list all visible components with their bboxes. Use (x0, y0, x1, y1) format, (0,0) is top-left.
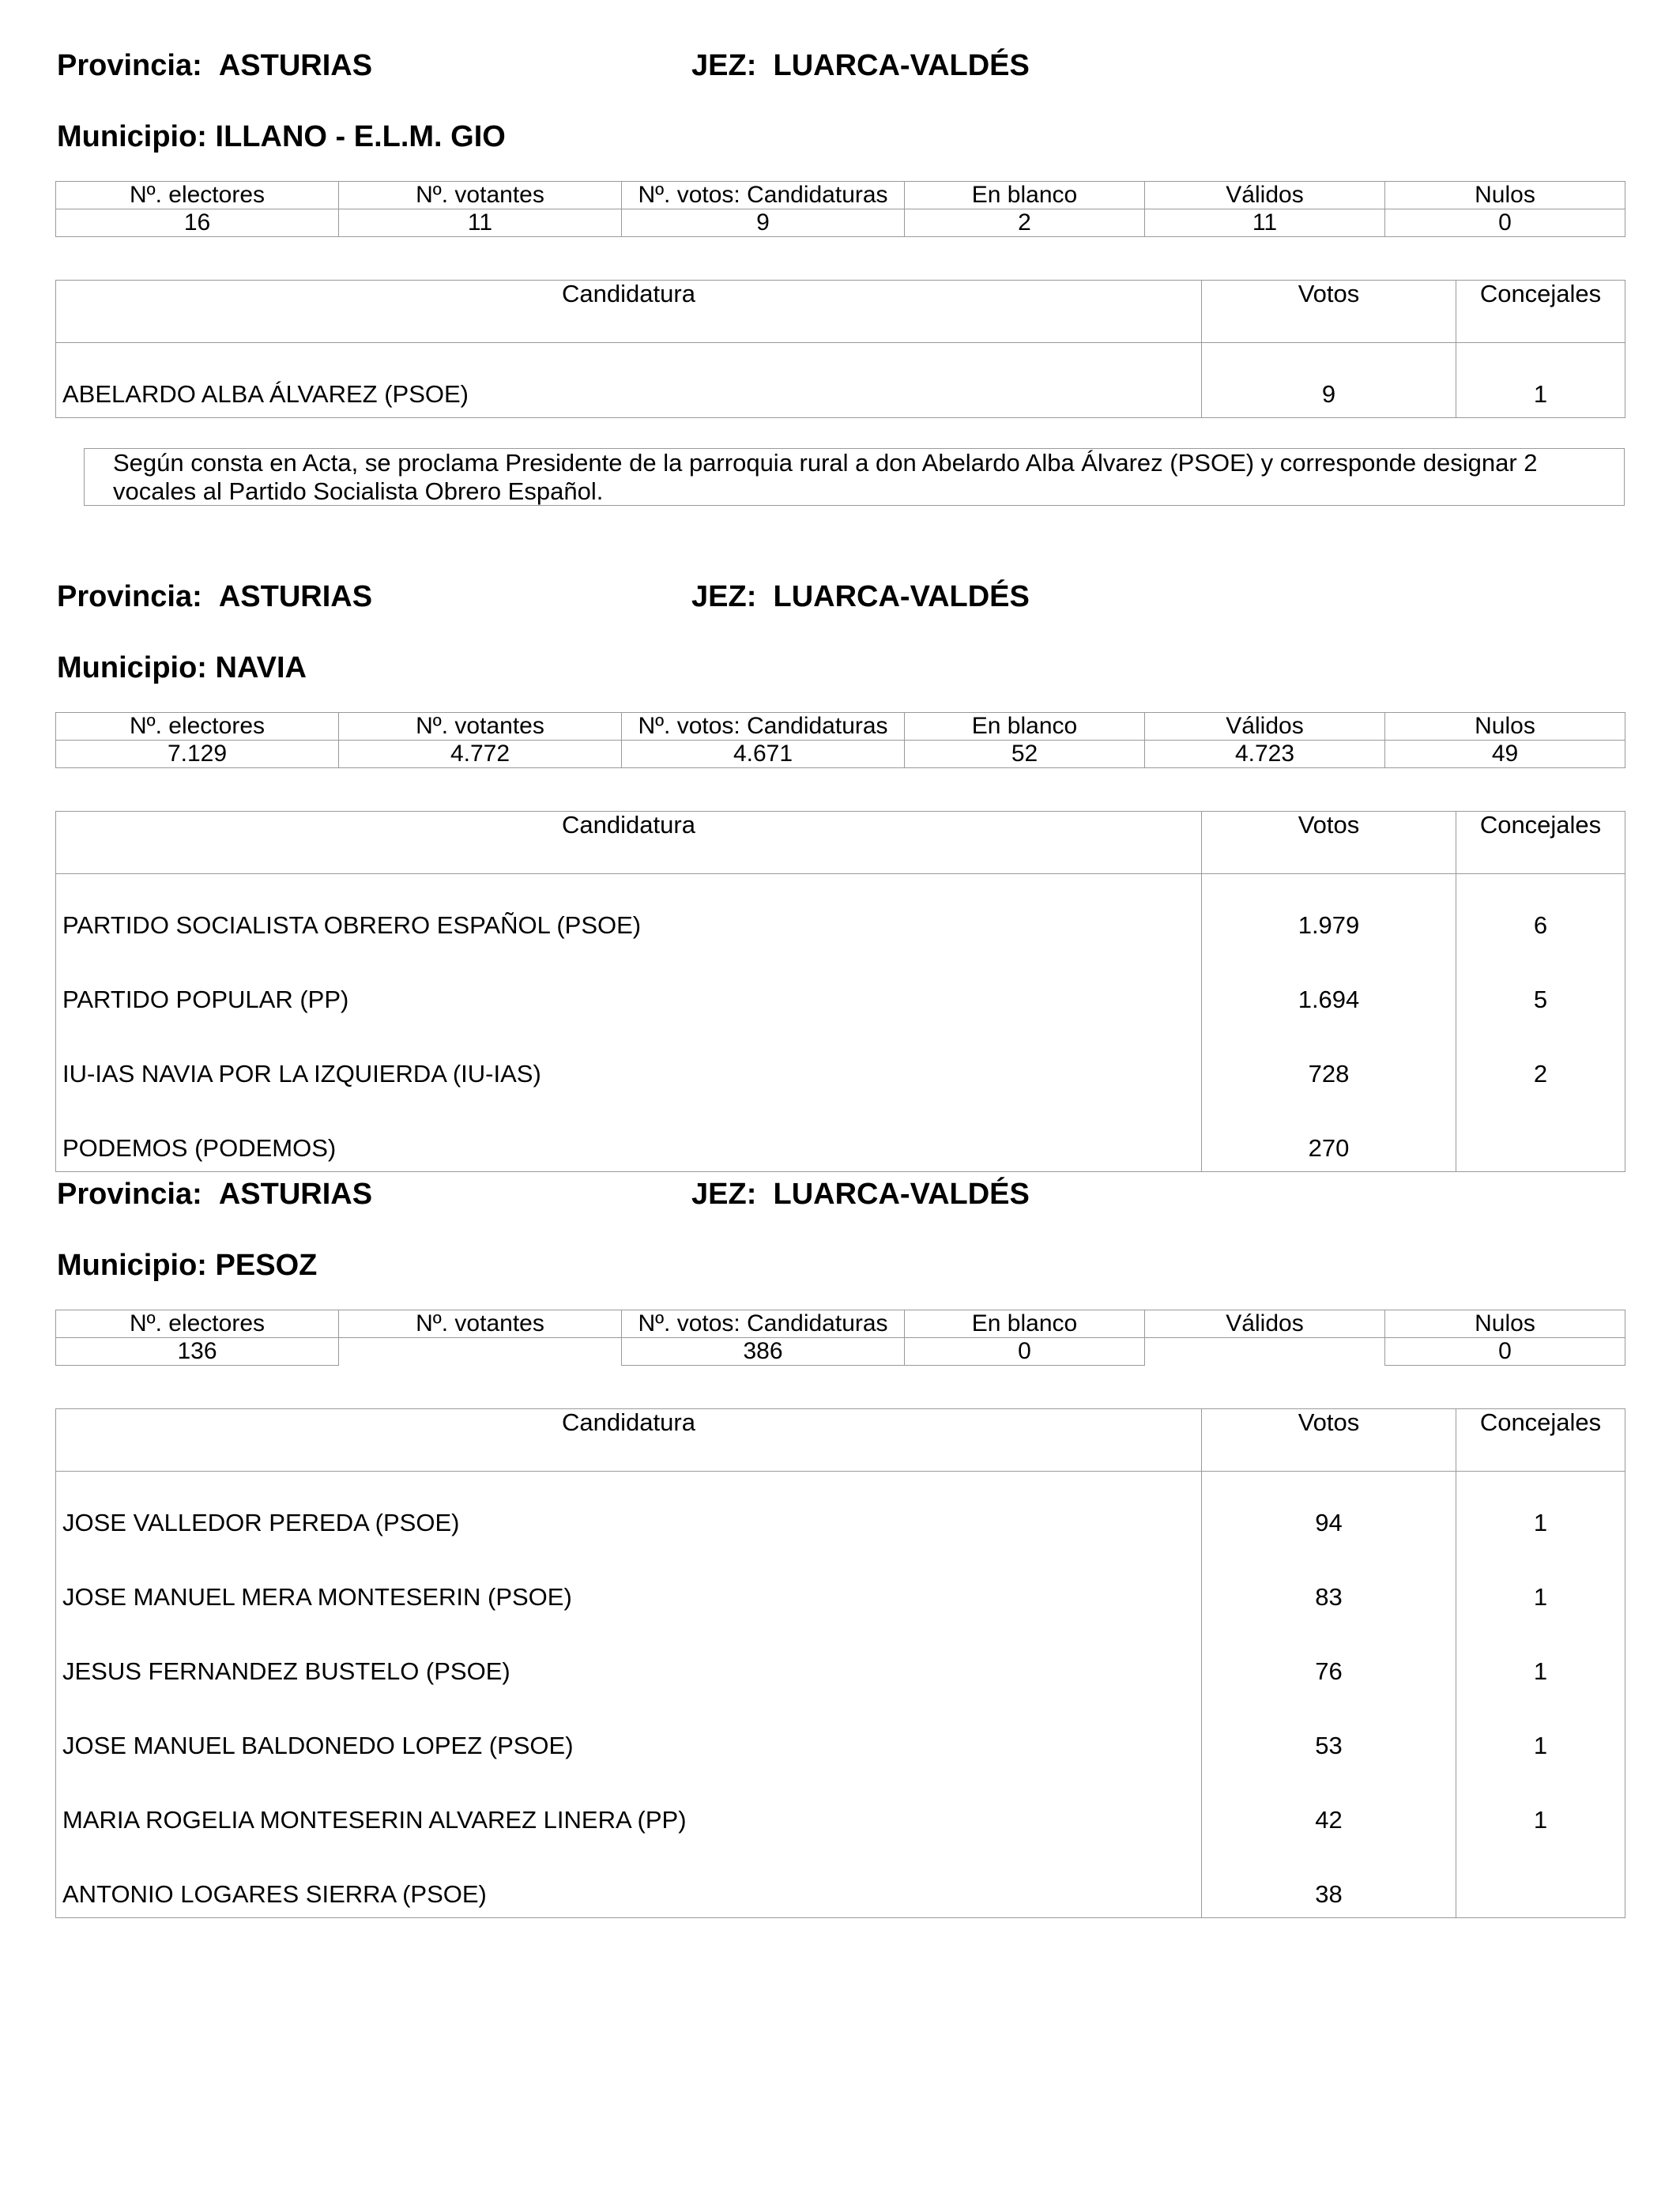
col-votos-candidaturas-header: Nº. votos: Candidaturas (622, 182, 905, 209)
candidate-concejales: 1 (1456, 1472, 1625, 1547)
electores-value: 136 (56, 1338, 339, 1366)
jez-heading (691, 1178, 1030, 1212)
jez-value: LUARCA-VALDÉS (773, 580, 1030, 613)
candidate-concejales (1456, 1843, 1625, 1918)
jez-heading (691, 580, 1030, 614)
provincia-label: Provincia: (57, 49, 202, 82)
col-votantes-header: Nº. votantes (339, 1310, 622, 1338)
en-blanco-value: 0 (905, 1338, 1145, 1366)
provincia-heading (57, 1178, 372, 1212)
candidate-votos: 270 (1202, 1097, 1456, 1172)
candidate-concejales: 1 (1456, 1546, 1625, 1620)
jez-label: JEZ: (691, 1178, 757, 1211)
candidate-name: ABELARDO ALBA ÁLVAREZ (PSOE) (56, 343, 1202, 418)
nulos-value: 0 (1385, 209, 1625, 237)
votos-candidaturas-value: 9 (622, 209, 905, 237)
jez-heading (691, 49, 1030, 83)
candidate-votos: 1.694 (1202, 948, 1456, 1023)
provincia-value: ASTURIAS (218, 1178, 373, 1211)
municipio-heading (57, 651, 307, 685)
col-validos-header: Válidos (1145, 182, 1385, 209)
candidate-votos: 42 (1202, 1769, 1456, 1843)
electores-value: 7.129 (56, 741, 339, 768)
summary-table (55, 181, 1625, 237)
candidate-name: JOSE VALLEDOR PEREDA (PSOE) (56, 1472, 1202, 1547)
candidate-votos: 83 (1202, 1546, 1456, 1620)
candidate-concejales: 1 (1456, 1769, 1625, 1843)
jez-label: JEZ: (691, 580, 757, 613)
provincia-label: Provincia: (57, 580, 202, 613)
municipio-value: PESOZ (215, 1249, 318, 1282)
jez-value: LUARCA-VALDÉS (773, 1178, 1030, 1211)
municipio-value: NAVIA (215, 651, 307, 684)
candidate-votos: 53 (1202, 1695, 1456, 1769)
col-votos-candidaturas-header: Nº. votos: Candidaturas (622, 1310, 905, 1338)
proclamation-note: Según consta en Acta, se proclama Presidente de la parroquia rural a don Abelardo Alba Álvarez (PSOE) y corresponde designar 2 vocales al Partido Socialista Obrero Español. (84, 448, 1625, 506)
candidate-name: JOSE MANUEL BALDONEDO LOPEZ (PSOE) (56, 1695, 1202, 1769)
jez-label: JEZ: (691, 49, 757, 82)
municipio-heading (57, 1249, 317, 1283)
nulos-value: 49 (1385, 741, 1625, 768)
validos-value: 4.723 (1145, 741, 1385, 768)
candidate-name: PARTIDO POPULAR (PP) (56, 948, 1202, 1023)
candidate-name: IU-IAS NAVIA POR LA IZQUIERDA (IU-IAS) (56, 1023, 1202, 1097)
candidate-row (56, 948, 1625, 1023)
candidate-concejales: 6 (1456, 874, 1625, 949)
candidate-row (56, 1023, 1625, 1097)
candidate-concejales: 1 (1456, 1620, 1625, 1695)
col-nulos-header: Nulos (1385, 182, 1625, 209)
col-nulos-header: Nulos (1385, 1310, 1625, 1338)
provincia-value: ASTURIAS (218, 49, 373, 82)
candidate-concejales: 5 (1456, 948, 1625, 1023)
col-candidatura-header: Candidatura (56, 281, 1202, 343)
candidate-row (56, 1097, 1625, 1172)
municipio-label: Municipio: (57, 651, 207, 684)
col-votantes-header: Nº. votantes (339, 713, 622, 741)
candidate-row (56, 1472, 1625, 1547)
col-votos-candidaturas-header: Nº. votos: Candidaturas (622, 713, 905, 741)
candidate-row (56, 1843, 1625, 1918)
candidate-row (56, 1620, 1625, 1695)
candidate-row (56, 343, 1625, 418)
en-blanco-value: 2 (905, 209, 1145, 237)
col-en-blanco-header: En blanco (905, 182, 1145, 209)
municipio-heading (57, 120, 506, 154)
candidate-votos: 76 (1202, 1620, 1456, 1695)
col-votos-header: Votos (1202, 281, 1456, 343)
validos-value: 11 (1145, 209, 1385, 237)
col-candidatura-header: Candidatura (56, 1409, 1202, 1472)
candidate-concejales (1456, 1097, 1625, 1172)
candidates-table (55, 280, 1625, 418)
col-candidatura-header: Candidatura (56, 812, 1202, 874)
candidate-votos: 9 (1202, 343, 1456, 418)
candidate-row (56, 1695, 1625, 1769)
col-concejales-header: Concejales (1456, 281, 1625, 343)
summary-table (55, 712, 1625, 768)
en-blanco-value: 52 (905, 741, 1145, 768)
col-electores-header: Nº. electores (56, 182, 339, 209)
candidate-name: ANTONIO LOGARES SIERRA (PSOE) (56, 1843, 1202, 1918)
candidate-name: PARTIDO SOCIALISTA OBRERO ESPAÑOL (PSOE) (56, 874, 1202, 949)
votantes-value (339, 1338, 622, 1366)
candidates-table (55, 1408, 1625, 1918)
candidate-votos: 728 (1202, 1023, 1456, 1097)
col-votos-header: Votos (1202, 812, 1456, 874)
provincia-label: Provincia: (57, 1178, 202, 1211)
section-header (55, 580, 1625, 620)
col-votos-header: Votos (1202, 1409, 1456, 1472)
votantes-value: 11 (339, 209, 622, 237)
municipio-label: Municipio: (57, 1249, 207, 1282)
nulos-value: 0 (1385, 1338, 1625, 1366)
candidate-votos: 1.979 (1202, 874, 1456, 949)
votos-candidaturas-value: 4.671 (622, 741, 905, 768)
municipio-label: Municipio: (57, 120, 207, 153)
candidate-name: JOSE MANUEL MERA MONTESERIN (PSOE) (56, 1546, 1202, 1620)
electores-value: 16 (56, 209, 339, 237)
col-en-blanco-header: En blanco (905, 1310, 1145, 1338)
candidate-row (56, 1769, 1625, 1843)
candidate-name: JESUS FERNANDEZ BUSTELO (PSOE) (56, 1620, 1202, 1695)
col-validos-header: Válidos (1145, 1310, 1385, 1338)
col-electores-header: Nº. electores (56, 713, 339, 741)
votantes-value: 4.772 (339, 741, 622, 768)
col-en-blanco-header: En blanco (905, 713, 1145, 741)
municipio-value: ILLANO - E.L.M. GIO (215, 120, 506, 153)
candidate-votos: 94 (1202, 1472, 1456, 1547)
candidate-name: PODEMOS (PODEMOS) (56, 1097, 1202, 1172)
col-concejales-header: Concejales (1456, 1409, 1625, 1472)
col-validos-header: Válidos (1145, 713, 1385, 741)
candidate-concejales: 1 (1456, 1695, 1625, 1769)
provincia-heading (57, 49, 372, 83)
col-concejales-header: Concejales (1456, 812, 1625, 874)
section-header (55, 49, 1625, 89)
col-votantes-header: Nº. votantes (339, 182, 622, 209)
candidate-concejales: 2 (1456, 1023, 1625, 1097)
jez-value: LUARCA-VALDÉS (773, 49, 1030, 82)
provincia-value: ASTURIAS (218, 580, 373, 613)
summary-table (55, 1310, 1625, 1366)
votos-candidaturas-value: 386 (622, 1338, 905, 1366)
candidate-votos: 38 (1202, 1843, 1456, 1918)
provincia-heading (57, 580, 372, 614)
validos-value (1145, 1338, 1385, 1366)
candidates-table (55, 811, 1625, 1172)
candidate-concejales: 1 (1456, 343, 1625, 418)
candidate-row (56, 1546, 1625, 1620)
candidate-row (56, 874, 1625, 949)
col-nulos-header: Nulos (1385, 713, 1625, 741)
section-header (55, 1178, 1625, 1217)
col-electores-header: Nº. electores (56, 1310, 339, 1338)
candidate-name: MARIA ROGELIA MONTESERIN ALVAREZ LINERA (PP) (56, 1769, 1202, 1843)
